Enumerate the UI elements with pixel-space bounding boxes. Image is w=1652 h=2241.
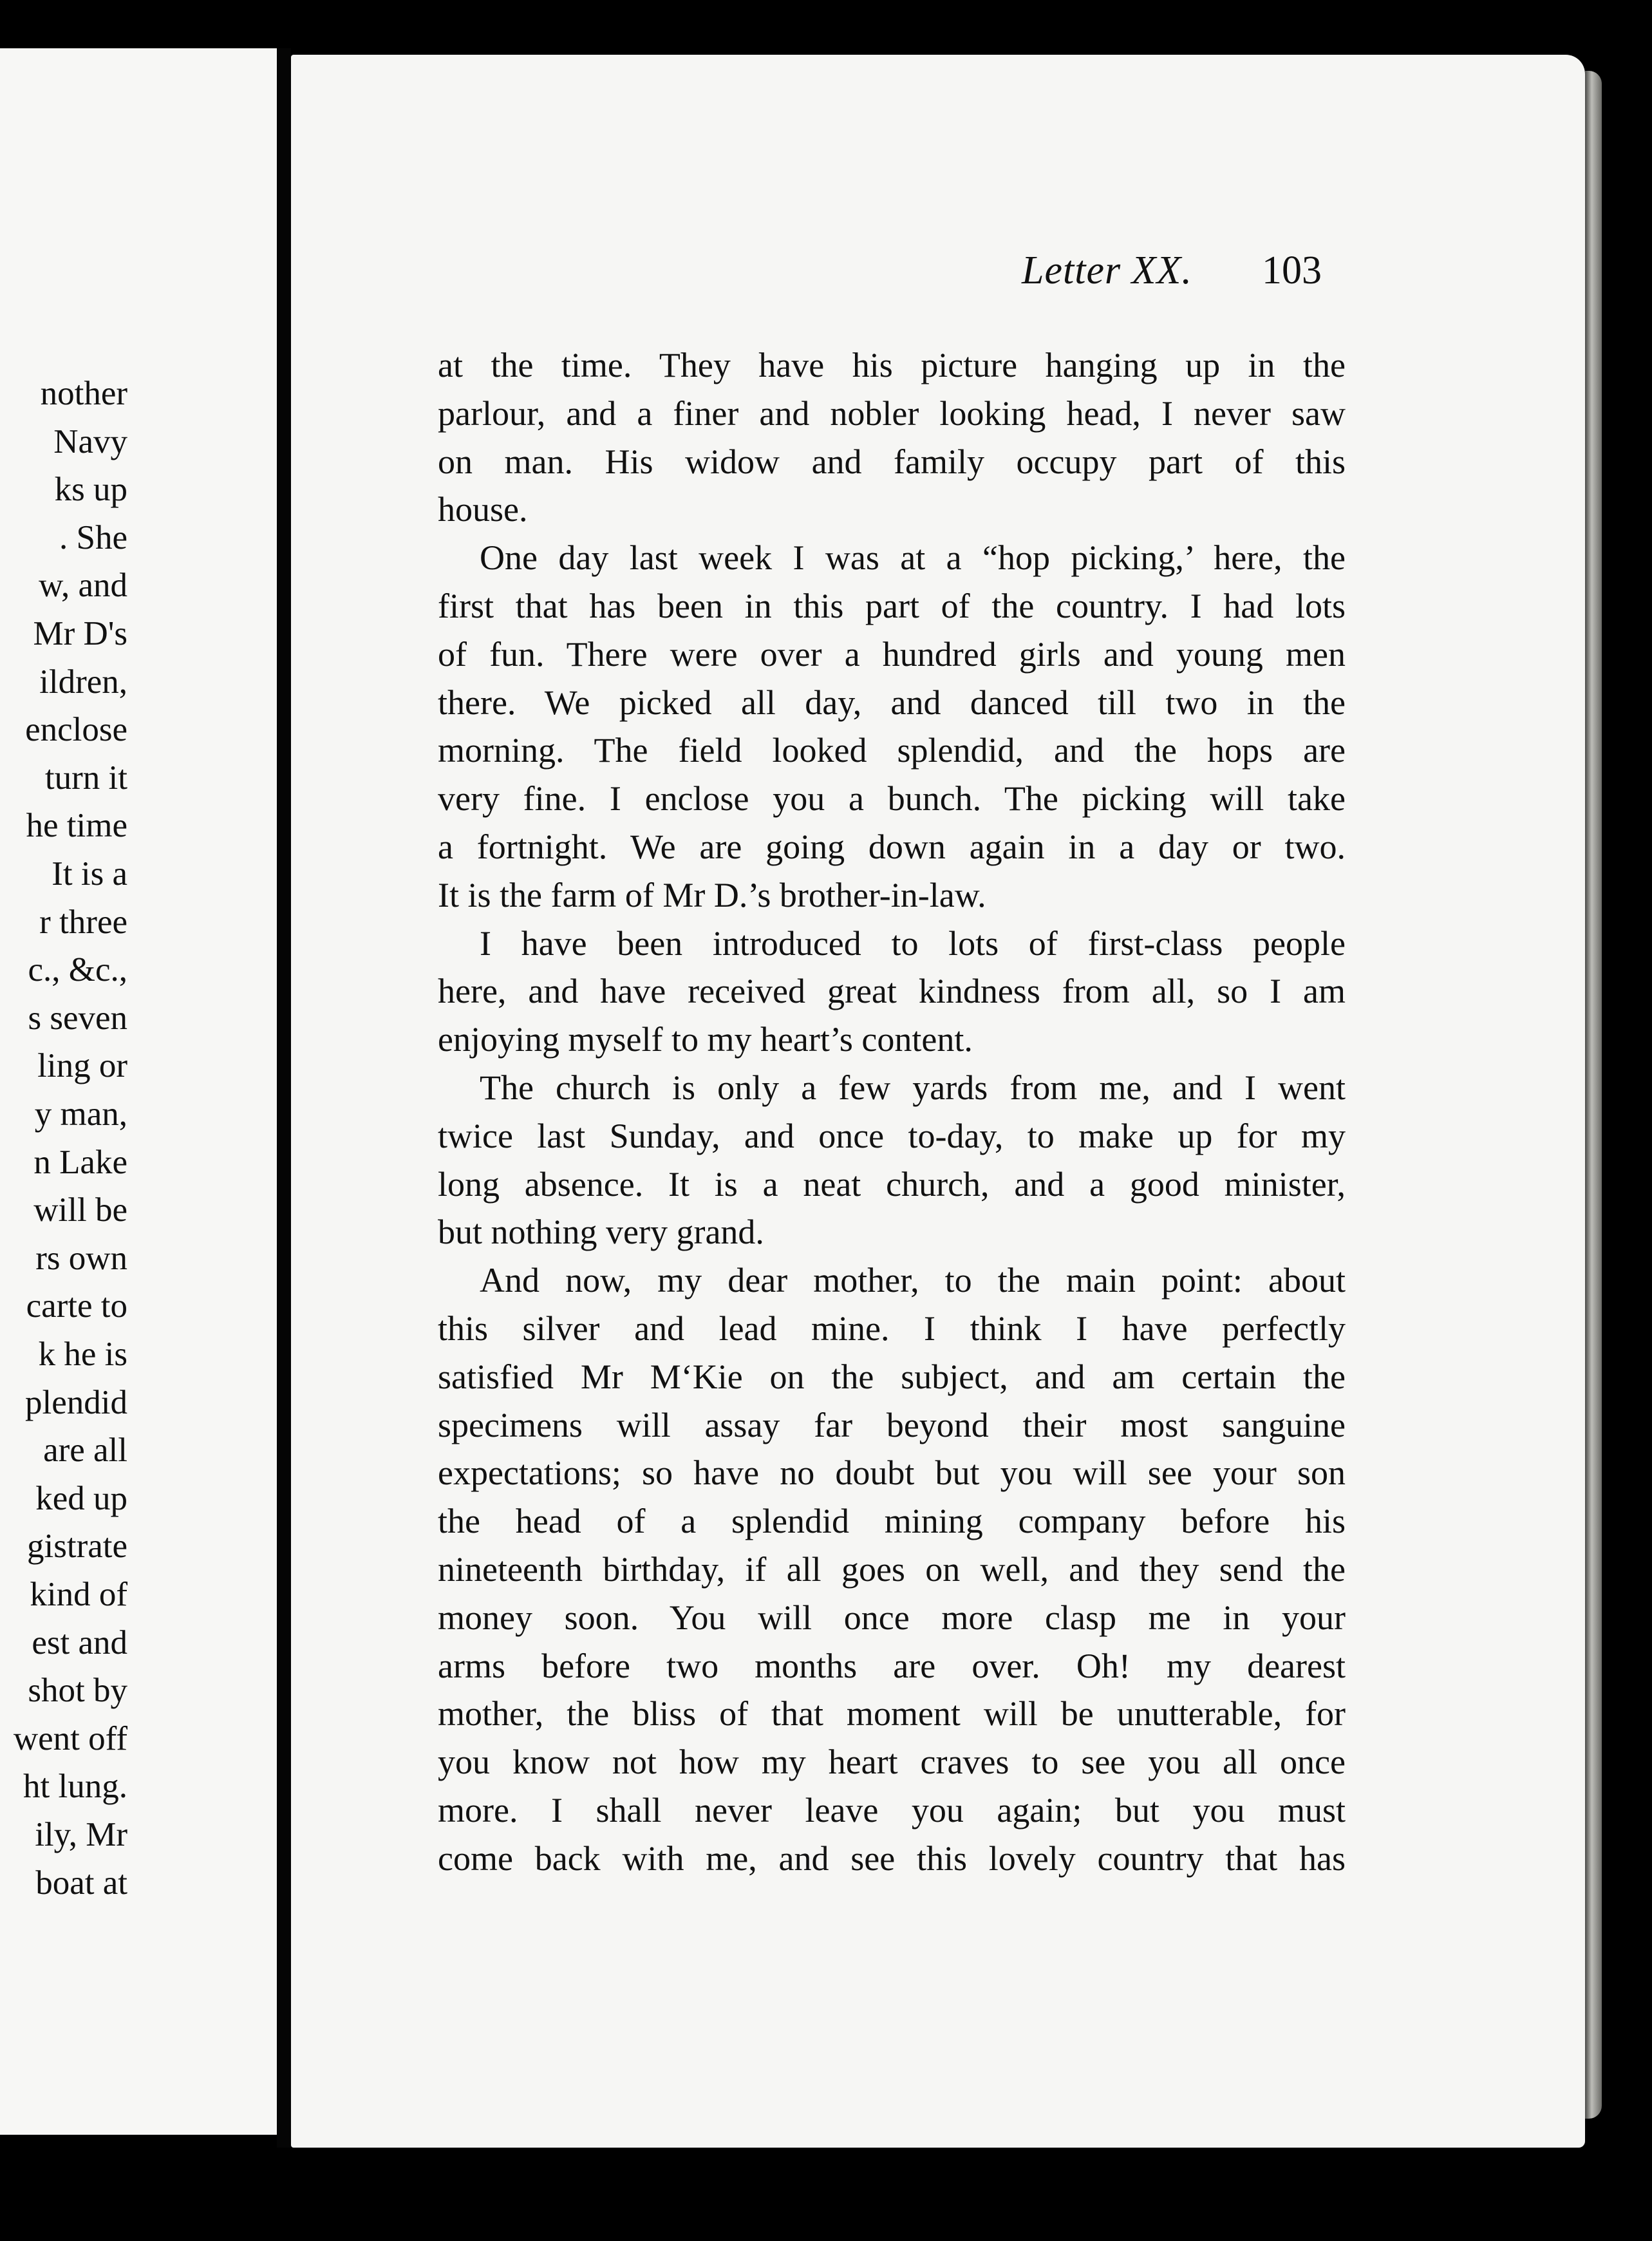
text-line: first that has been in this part of the country. I had lots: [438, 587, 1346, 625]
left-page-line: ily, Mr: [35, 1816, 127, 1853]
text-line: arms before two months are over. Oh! my dearest: [438, 1646, 1346, 1685]
text-line: more. I shall never leave you again; but you must: [438, 1791, 1346, 1830]
left-page-line: ked up: [35, 1479, 127, 1517]
text-line: the head of a splendid mining company before his: [438, 1502, 1346, 1541]
left-page-line: c., &c.,: [28, 951, 127, 989]
left-page-line: It is a: [52, 855, 127, 893]
left-page-line: Mr D's: [33, 615, 127, 652]
text-line: long absence. It is a neat church, and a good minister,: [438, 1164, 1346, 1204]
text-line: The church is only a few yards from me, and I went: [480, 1068, 1346, 1107]
left-page-line: plendid: [25, 1383, 127, 1421]
text-line: money soon. You will once more clasp me in your: [438, 1598, 1346, 1637]
text-line: a fortnight. We are going down again in a day or two.: [438, 827, 1346, 866]
left-page-line: w, and: [39, 567, 127, 605]
text-line: And now, my dear mother, to the main point: about: [480, 1261, 1346, 1300]
left-page-line: enclose: [25, 711, 127, 749]
left-page-line: carte to: [26, 1287, 127, 1325]
left-page-line: went off: [13, 1719, 127, 1757]
left-page-line: est and: [32, 1623, 127, 1661]
text-line: at the time. They have his picture hanging up in the: [438, 346, 1346, 384]
text-line: I have been introduced to lots of first-class people: [480, 923, 1346, 963]
left-page-line: rs own: [35, 1239, 127, 1277]
text-line: on man. His widow and family occupy part of this: [438, 442, 1346, 481]
left-page-line: gistrate: [27, 1527, 127, 1565]
text-line: specimens will assay far beyond their most sanguine: [438, 1405, 1346, 1444]
text-line: expectations; so have no doubt but you will see your son: [438, 1453, 1346, 1493]
text-line: nineteenth birthday, if all goes on well, and they send the: [438, 1550, 1346, 1589]
left-page-line: nother: [40, 375, 127, 412]
text-line: house.: [438, 490, 528, 529]
left-page-line: will be: [33, 1191, 127, 1229]
left-page-line: turn it: [44, 759, 127, 797]
right-page: [291, 55, 1585, 2148]
left-page-line: Navy: [53, 422, 127, 460]
text-line: but nothing very grand.: [438, 1213, 764, 1252]
left-page-line: n Lake: [33, 1143, 127, 1181]
text-line: satisfied Mr M‘Kie on the subject, and am certain the: [438, 1357, 1346, 1396]
page-number: 103: [1262, 249, 1322, 292]
text-line: you know not how my heart craves to see you all once: [438, 1743, 1346, 1782]
left-page-line: ling or: [37, 1047, 127, 1085]
text-line: enjoying myself to my heart’s content.: [438, 1020, 973, 1059]
text-line: there. We picked all day, and danced till two in the: [438, 683, 1346, 722]
left-page-line: ks up: [54, 471, 127, 509]
left-page-line: y man,: [34, 1095, 127, 1133]
left-page-line: he time: [26, 807, 127, 845]
text-line: here, and have received great kindness from all, so I am: [438, 972, 1346, 1011]
left-page-line: ht lung.: [23, 1768, 127, 1806]
text-line: morning. The field looked splendid, and the hops are: [438, 731, 1346, 770]
left-page-line: k he is: [38, 1336, 127, 1373]
text-line: come back with me, and see this lovely country that has: [438, 1839, 1346, 1878]
running-head: Letter XX.: [1022, 249, 1192, 292]
text-line: very fine. I enclose you a bunch. The picking will take: [438, 779, 1346, 818]
left-page-line: s seven: [28, 999, 127, 1037]
book-gutter: [277, 48, 291, 2148]
text-line: of fun. There were over a hundred girls and young men: [438, 634, 1346, 674]
text-line: mother, the bliss of that moment will be unutterable, for: [438, 1694, 1346, 1734]
left-page-line: ildren,: [39, 663, 127, 701]
left-page-line: boat at: [35, 1864, 127, 1902]
left-page-line: r three: [39, 903, 127, 941]
left-page-line: are all: [43, 1432, 127, 1470]
text-line: One day last week I was at a “hop picking,’ here, the: [480, 538, 1346, 578]
left-page-line: kind of: [30, 1576, 127, 1613]
page-edge: [1585, 71, 1602, 2119]
text-line: twice last Sunday, and once to-day, to make up for my: [438, 1116, 1346, 1155]
text-line: parlour, and a finer and nobler looking head, I never saw: [438, 393, 1346, 433]
left-page-line: shot by: [28, 1672, 127, 1710]
text-line: this silver and lead mine. I think I have perfectly: [438, 1309, 1346, 1348]
text-line: It is the farm of Mr D.’s brother-in-law.: [438, 875, 986, 914]
left-page-line: . She: [59, 518, 127, 556]
left-page-fragment: [0, 48, 277, 2135]
